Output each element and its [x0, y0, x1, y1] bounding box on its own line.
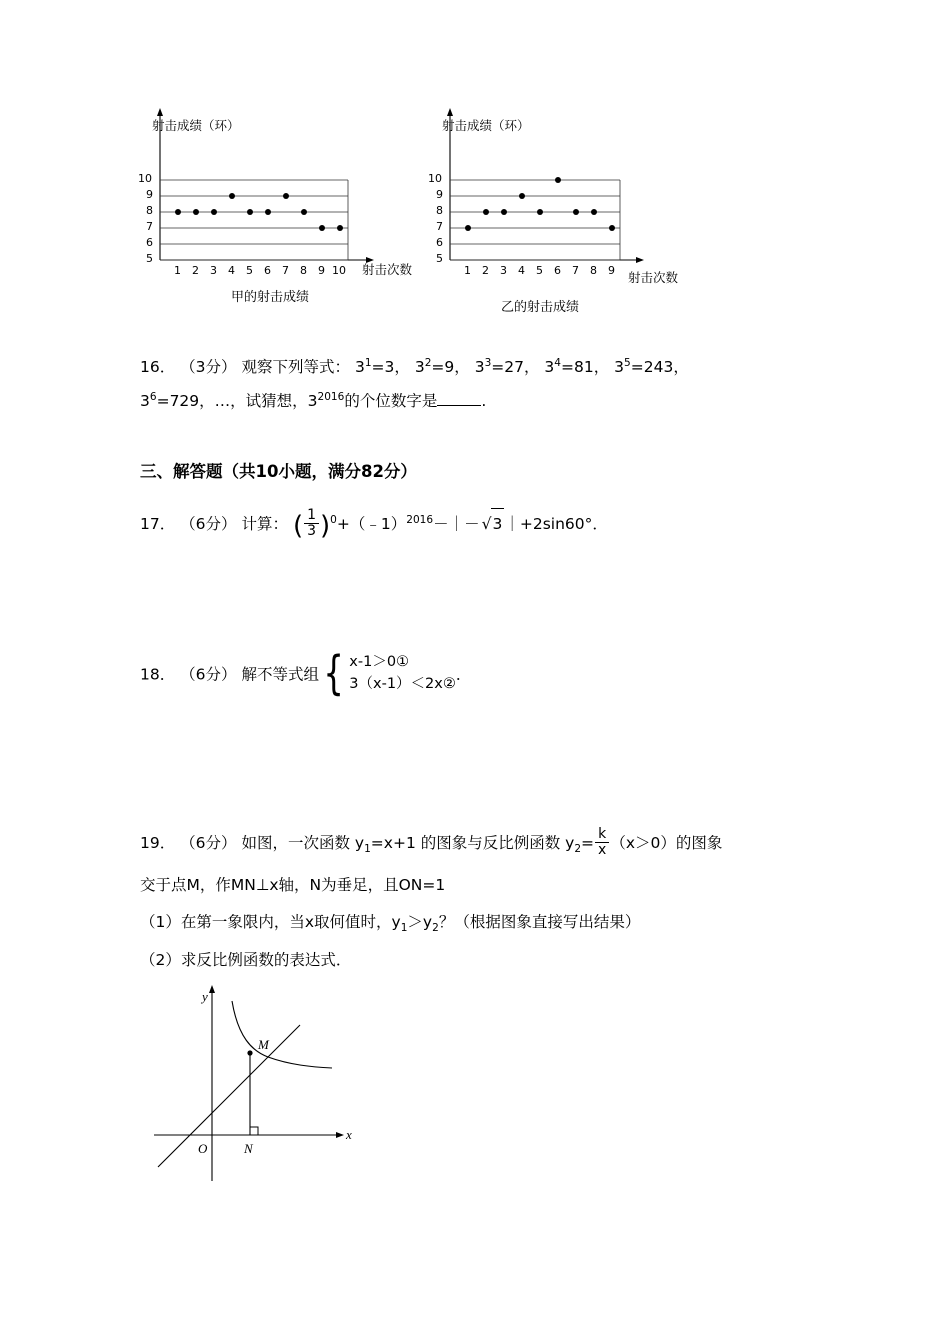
q19-sub1-b: $>y_2$	[407, 913, 439, 935]
q19-sub1-a: （1）在第一象限内，当x取何值时，$y_1$	[140, 913, 408, 935]
q16-line2-a: $3^6$	[140, 391, 157, 411]
left-brace-icon: {	[323, 645, 344, 700]
chart-jia-xtick-8: 8	[300, 264, 307, 277]
chart-yi-xtick-6: 6	[554, 264, 561, 277]
q17-expression: ( $\frac{1}{3}$ )$^0$+（﹣1）$^{2016}$－｜－ √3 ｜+2sin60°．	[292, 507, 608, 541]
chart-jia-ytick-6: 6	[146, 236, 153, 249]
q19-eq-sign: =	[581, 834, 595, 852]
q19-line1-a: 如图，一次函数 $y_1$	[241, 834, 371, 856]
chart-jia-y-label: 射击成绩（环）	[152, 118, 240, 133]
chart-yi-xtick-4: 4	[518, 264, 525, 277]
q19-number: 19．	[140, 834, 176, 852]
q18-number: 18．	[140, 665, 176, 684]
q19-graph-svg	[140, 985, 380, 1185]
q16-answer-blank[interactable]	[437, 391, 481, 406]
question-16	[140, 348, 820, 416]
q16-eq1: $3^1=3$	[354, 357, 395, 377]
q19-line1-b: =x+1 的图象与反比例函数 $y_2$	[370, 834, 582, 856]
question-17	[140, 505, 840, 540]
chart-yi-ytick-10: 10	[428, 172, 442, 185]
chart-yi-xtick-8: 8	[590, 264, 597, 277]
sqrt-icon: √3	[480, 508, 505, 539]
q16-eq4: $3^4=81$	[544, 357, 594, 377]
q19-line1-d: （x＞0）的图象	[610, 834, 723, 852]
q16-number: 16．	[140, 358, 176, 377]
chart-jia-xtick-4: 4	[228, 264, 235, 277]
q16-score: （3分）	[180, 358, 237, 377]
chart-yi-xtick-9: 9	[608, 264, 615, 277]
chart-yi-xtick-7: 7	[572, 264, 579, 277]
chart-jia-ytick-8: 8	[146, 204, 153, 217]
chart-jia-ytick-7: 7	[146, 220, 153, 233]
chart-jia-xtick-3: 3	[210, 264, 217, 277]
chart-yi-xtick-5: 5	[536, 264, 543, 277]
question-19-sub-2: （2）求反比例函数的表达式．	[140, 951, 352, 970]
q17-label: 计算：	[241, 515, 288, 534]
q18-score: （6分）	[180, 665, 237, 684]
question-19-line-1	[140, 828, 840, 864]
question-19-line-2: 交于点M，作MN⊥x轴，N为垂足，且ON=1	[140, 876, 446, 895]
q16-line2-b: =729，…，试猜想，$3^{2016}$	[156, 391, 345, 411]
q19-fraction: $\frac{k}{x}$	[595, 827, 609, 857]
chart-jia-xtick-7: 7	[282, 264, 289, 277]
chart-yi-ytick-5: 5	[436, 252, 443, 265]
chart-yi-ytick-9: 9	[436, 188, 443, 201]
q19-sub1-end: ？（根据图象直接写出结果）	[438, 913, 641, 932]
q18-tail: ．	[455, 665, 472, 684]
question-19-sub-1	[140, 906, 840, 944]
chart-jia-xtick-1: 1	[174, 264, 181, 277]
q19-y-axis-label: y	[202, 989, 208, 1004]
q18-row-2: 3（x-1）＜2x②	[349, 676, 456, 692]
q19-x-axis-label: x	[346, 1127, 352, 1142]
chart-jia-ytick-5: 5	[146, 252, 153, 265]
chart-jia-xtick-9: 9	[318, 264, 325, 277]
q18-label: 解不等式组	[241, 665, 319, 684]
q19-point-m-label: M	[258, 1037, 269, 1052]
chart-yi-x-label: 射击次数	[628, 270, 679, 285]
chart-yi-ytick-7: 7	[436, 220, 443, 233]
question-19	[140, 828, 840, 976]
q19-point-n-label: N	[244, 1141, 253, 1156]
q18-row-1: x-1＞0①	[349, 654, 410, 670]
chart-yi-xtick-1: 1	[464, 264, 471, 277]
q17-fraction: $\frac{1}{3}$	[304, 508, 319, 538]
chart-jia-ytick-10: 10	[138, 172, 152, 185]
question-16-line-1: 16． （3分） 观察下列等式： $3^1=3$， $3^2=9$， $3^3=27$， $3^4=81$， $3^5=243$，	[140, 357, 689, 377]
q19-origin-label: O	[198, 1141, 208, 1156]
chart-jia-ytick-9: 9	[146, 188, 153, 201]
question-16-line-2	[140, 382, 820, 416]
q16-line2-c: 的个位数字是	[344, 392, 438, 411]
chart-jia-x-label: 射击次数	[362, 262, 413, 277]
chart-jia-xtick-10: 10	[332, 264, 346, 277]
chart-yi-xtick-3: 3	[500, 264, 507, 277]
chart-jia-plot	[130, 100, 390, 300]
q16-eq2: $3^2=9$	[414, 357, 455, 377]
chart-yi-ytick-8: 8	[436, 204, 443, 217]
q16-eq3: $3^3=27$	[474, 357, 524, 377]
q16-line2-end: .	[481, 392, 487, 411]
section-three-heading: 三、解答题（共10小题，满分82分）	[140, 462, 417, 481]
chart-yi-xtick-2: 2	[482, 264, 489, 277]
q19-score: （6分）	[180, 834, 237, 852]
question-18	[140, 645, 840, 700]
chart-jia-xtick-5: 5	[246, 264, 253, 277]
chart-yi-caption: 乙的射击成绩	[500, 300, 579, 315]
q17-score: （6分）	[180, 515, 237, 534]
chart-yi-y-label: 射击成绩（环）	[442, 118, 530, 133]
chart-yi-ytick-6: 6	[436, 236, 443, 249]
q17-number: 17．	[140, 515, 176, 534]
chart-jia-xtick-2: 2	[192, 264, 199, 277]
chart-jia-xtick-6: 6	[264, 264, 271, 277]
chart-jia-caption: 甲的射击成绩	[230, 290, 309, 305]
q16-text: 观察下列等式：	[241, 358, 350, 377]
q16-eq5: $3^5=243$	[614, 357, 674, 377]
question-19-graph	[140, 985, 380, 1185]
q18-system	[319, 645, 456, 700]
charts-row	[130, 100, 830, 330]
